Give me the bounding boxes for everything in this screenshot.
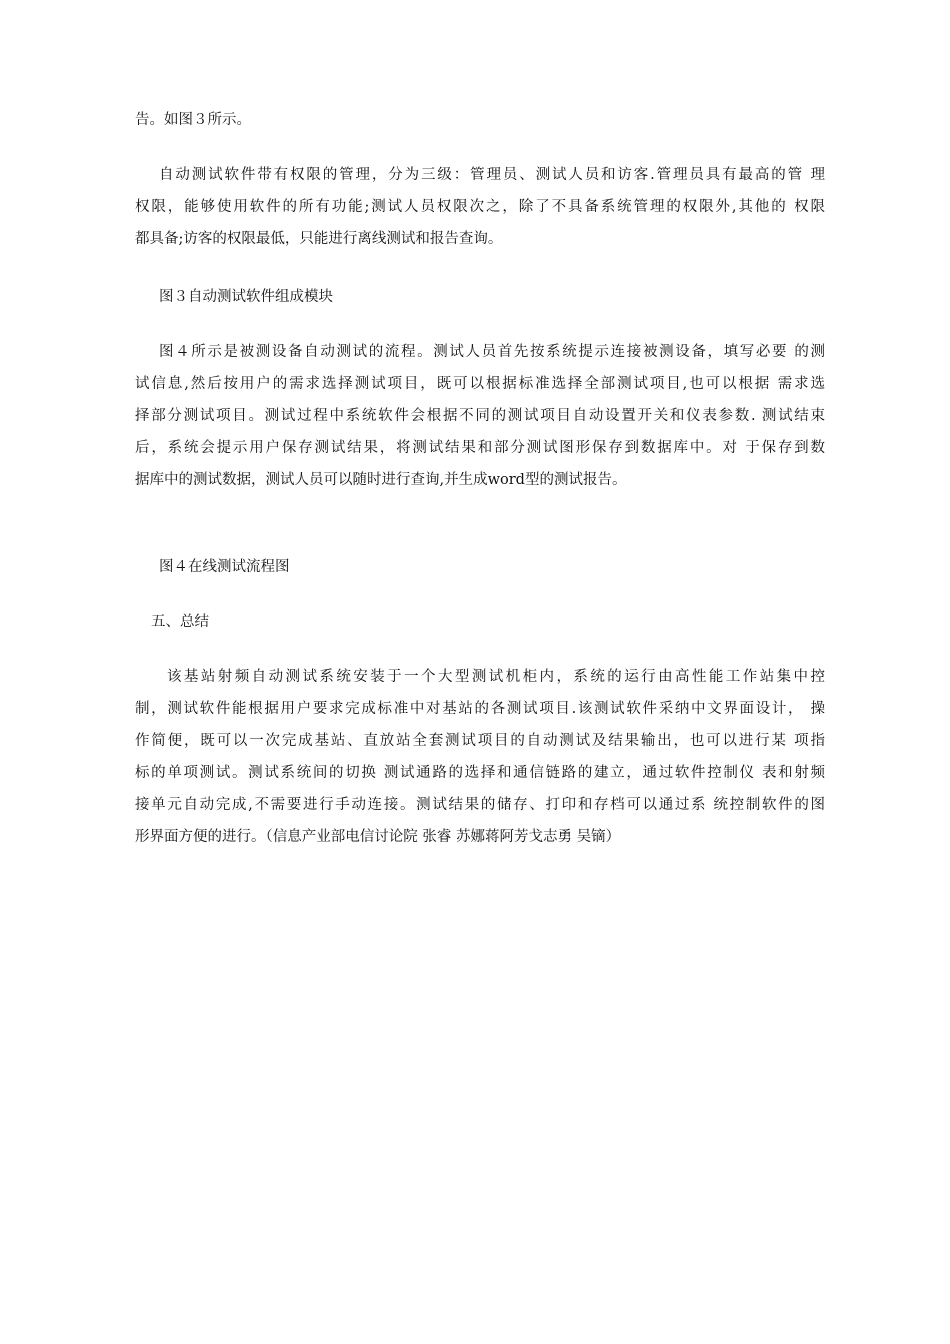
text-line: 形界面方便的进行。（信息产业部电信讨论院 张睿 苏娜蒋阿芳戈志勇 吴镝） — [135, 829, 621, 845]
text-line: 试信息,然后按用户的需求选择测试项目，既可以根据标准选择全部测试项目,也可以根据 需求选 — [135, 376, 825, 392]
text-line: 图４所示是被测设备自动测试的流程。测试人员首先按系统提示连接被测设备，填写必要 的测 — [159, 344, 825, 360]
text-line: 自动测试软件带有权限的管理，分为三级：管理员、测试人员和访客.管理员具有最高的管 理 — [159, 167, 825, 183]
paragraph-test-flow — [135, 336, 825, 496]
text-line: 作简便，既可以一次完成基站、直放站全套测试项目的自动测试及结果输出，也可以进行某 项指 — [135, 733, 825, 749]
paragraph-summary — [135, 661, 825, 853]
figure-4-caption: 图４在线测试流程图 — [159, 559, 290, 575]
text-line: 都具备;访客的权限最低，只能进行离线测试和报告查询。 — [135, 231, 503, 247]
text-line: 据库中的测试数据，测试人员可以随时进行查询,并生成word型的测试报告。 — [135, 472, 627, 488]
text-line: 制，测试软件能根据用户要求完成标准中对基站的各测试项目.该测试软件采纳中文界面设计， 操 — [135, 701, 825, 717]
paragraph-permissions — [135, 159, 825, 255]
text-line: 该基站射频自动测试系统安装于一个大型测试机柜内，系统的运行由高性能工作站集中控 — [167, 669, 825, 685]
text-line: 权限，能够使用软件的所有功能;测试人员权限次之，除了不具备系统管理的权限外,其他的 权限 — [135, 199, 825, 215]
text-line: 告。如图３所示。 — [135, 112, 251, 128]
section-heading: 五、总结 — [151, 614, 209, 630]
paragraph-continuation — [135, 104, 825, 136]
text-line: 择部分测试项目。测试过程中系统软件会根据不同的测试项目自动设置开关和仪表参数. 测试结束 — [135, 408, 825, 424]
text-line: 后，系统会提示用户保存测试结果，将测试结果和部分测试图形保存到数据库中。对 于保存到数 — [135, 440, 825, 456]
text-line: 接单元自动完成,不需要进行手动连接。测试结果的储存、打印和存档可以通过系 统控制软件的图 — [135, 797, 825, 813]
text-line: 标的单项测试。测试系统间的切换 测试通路的选择和通信链路的建立，通过软件控制仪 表和射频 — [135, 765, 825, 781]
figure-3-caption: 图３自动测试软件组成模块 — [159, 289, 333, 305]
